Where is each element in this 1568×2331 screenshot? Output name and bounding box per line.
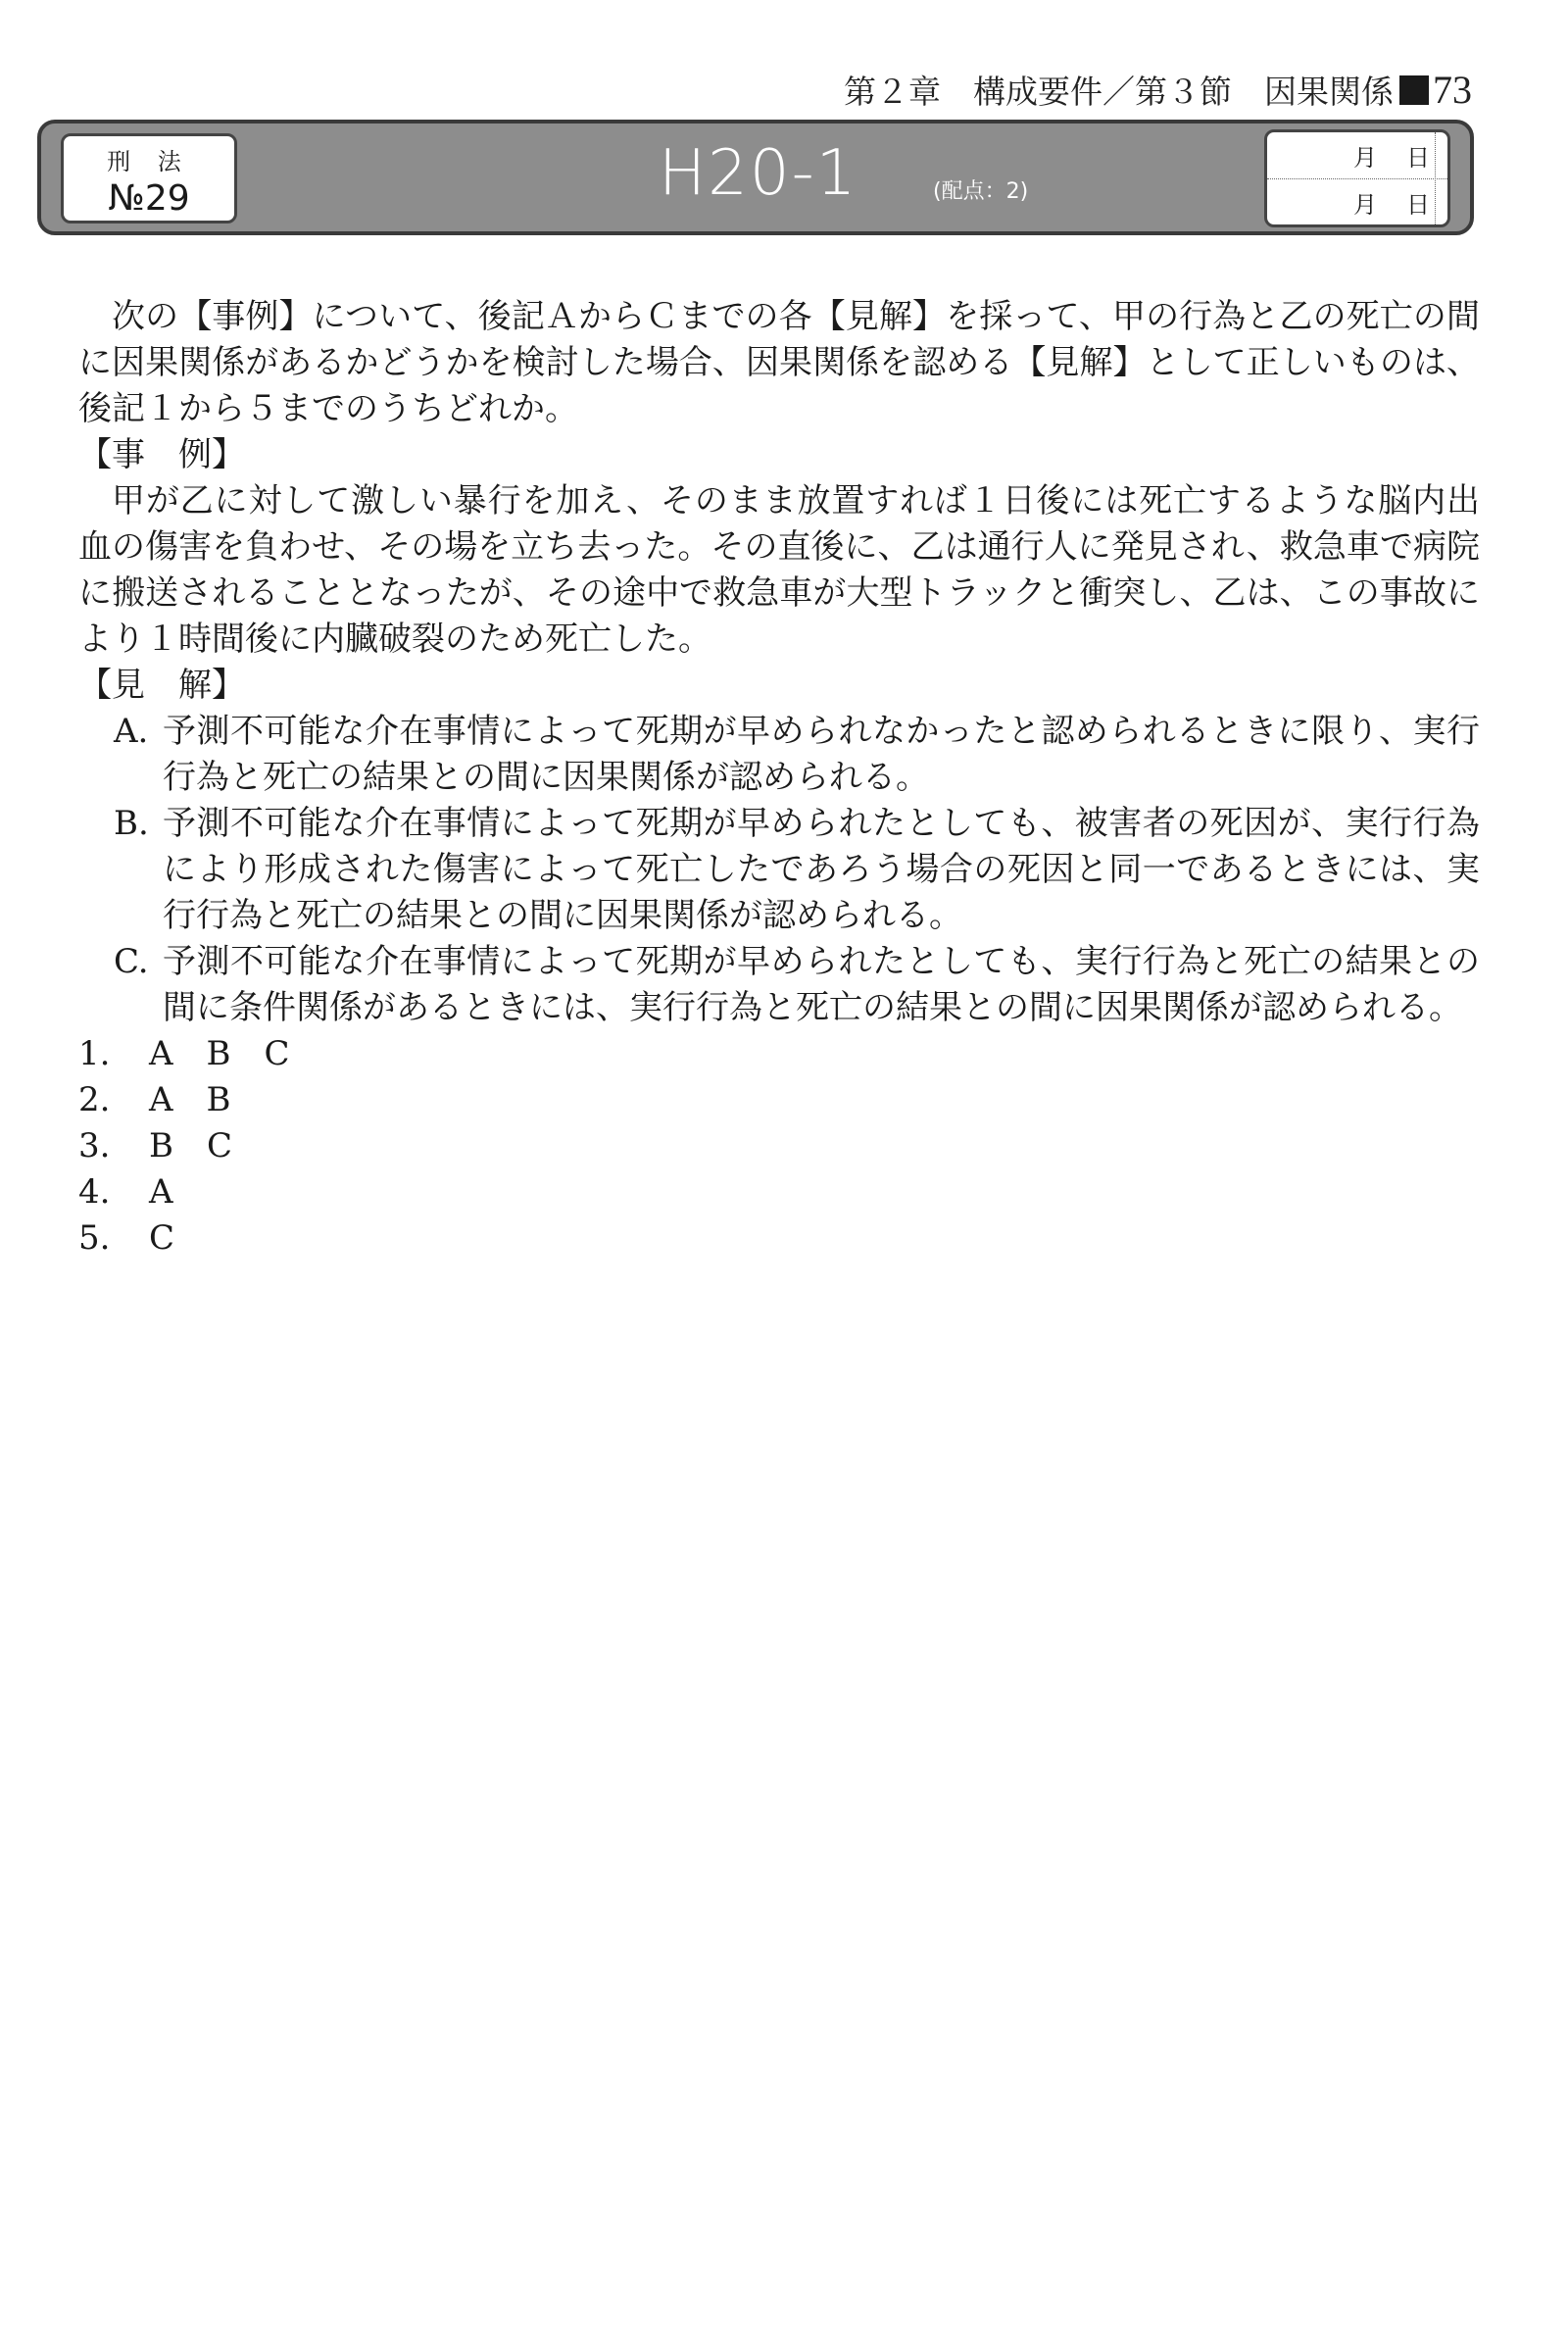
choice-number: 1.	[78, 1034, 111, 1073]
view-text: 予測不可能な介在事情によって死期が早められたとしても、実行行為と死亡の結果との間に条件関係があるときには、実行行為と死亡の結果との間に因果関係が認められる。	[163, 942, 1480, 1027]
choice-number: 5.	[78, 1218, 111, 1258]
points-label: (配点：2)	[933, 179, 1029, 204]
view-text: 予測不可能な介在事情によって死期が早められたとしても、被害者の死因が、実行行為により形成された傷害によって死亡したであろう場合の死因と同一であるときには、実行行為と死亡の結果との間に因果関係が認められる。	[163, 804, 1480, 935]
answer-choices	[78, 1031, 1480, 1262]
choice-item	[78, 1031, 1480, 1077]
choice-number: 2.	[78, 1080, 111, 1119]
choice-text: A B C	[149, 1034, 290, 1073]
choice-text: A B	[149, 1080, 231, 1119]
subject-box	[61, 133, 237, 223]
case-label: 【事 例】	[78, 435, 245, 474]
view-text: 予測不可能な介在事情によって死期が早められなかったと認められるときに限り、実行行為と死亡の結果との間に因果関係が認められる。	[163, 712, 1480, 797]
view-letter: C.	[114, 942, 149, 981]
view-item	[114, 801, 1480, 939]
choice-number: 4.	[78, 1172, 111, 1212]
black-square-icon	[1399, 75, 1429, 105]
view-letter: B.	[114, 804, 149, 843]
view-letter: A.	[114, 712, 149, 751]
chapter-title: 第２章 構成要件／第３節 因果関係	[844, 73, 1394, 111]
exam-id: H20-1	[659, 137, 858, 210]
case-text: 甲が乙に対して激しい暴行を加え、そのまま放置すれば１日後には死亡するような脳内出血の傷害を負わせ、その場を立ち去った。その直後に、乙は通行人に発見され、救急車で病院に搬送されることとなったが、その途中で救急車が大型トラックと衝突し、乙は、この事故により１時間後に内臓破裂のため死亡した。	[78, 481, 1480, 659]
study-date-box	[1264, 129, 1450, 227]
choice-number: 3.	[78, 1126, 111, 1166]
question-text: 次の【事例】について、後記ＡからＣまでの各【見解】を採って、甲の行為と乙の死亡の間に因果関係があるかどうかを検討した場合、因果関係を認める【見解】として正しいものは、後記１から５までのうちどれか。	[78, 297, 1480, 428]
subject-label: 刑 法	[107, 148, 191, 175]
running-header	[844, 67, 1472, 113]
month-label: 月	[1353, 190, 1377, 219]
choice-item	[78, 1123, 1480, 1169]
month-label: 月	[1353, 144, 1377, 172]
question-number: №29	[108, 178, 190, 219]
question-banner	[37, 120, 1474, 235]
choice-text: B C	[149, 1126, 232, 1166]
date-box-divider	[1435, 132, 1436, 224]
date-row	[1267, 178, 1447, 224]
day-label: 日	[1406, 190, 1430, 219]
view-item	[114, 709, 1480, 801]
views-label: 【見 解】	[78, 666, 245, 705]
choice-text: C	[149, 1218, 175, 1258]
choice-item	[78, 1077, 1480, 1123]
page-number: 73	[1433, 68, 1472, 112]
day-label: 日	[1406, 144, 1430, 172]
date-row	[1267, 132, 1447, 178]
question-content	[78, 294, 1480, 1262]
choice-text: A	[149, 1172, 173, 1212]
choice-item	[78, 1169, 1480, 1215]
choice-item	[78, 1215, 1480, 1262]
view-item	[114, 939, 1480, 1031]
